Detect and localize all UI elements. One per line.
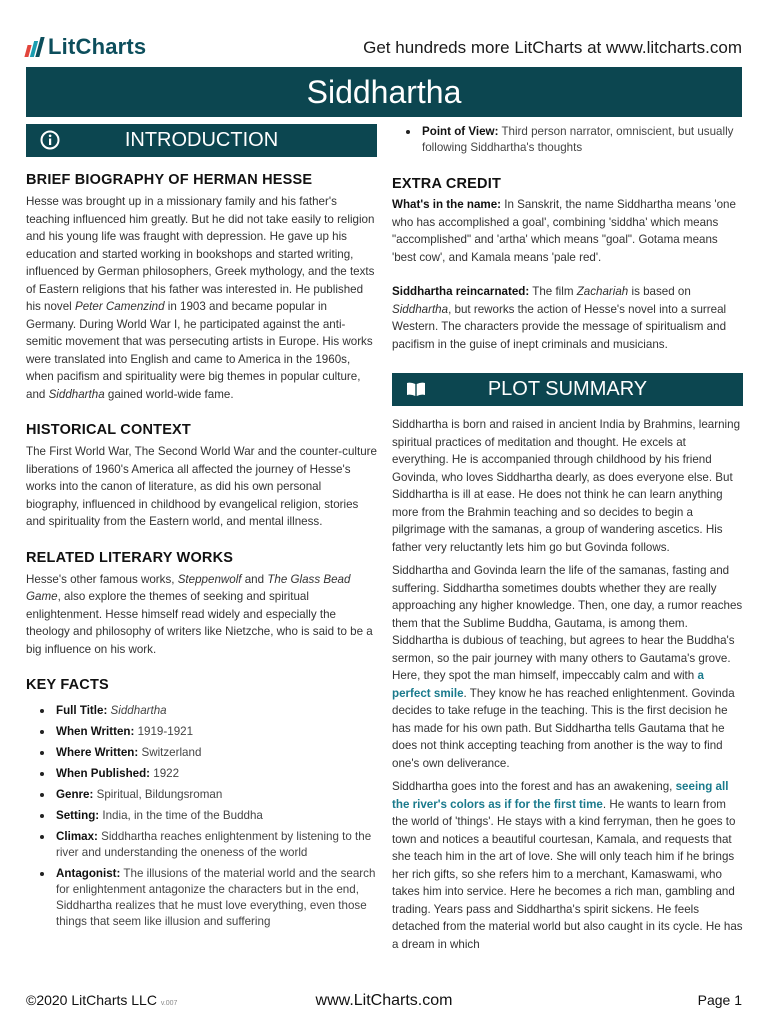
introduction-heading: INTRODUCTION	[124, 129, 279, 151]
key-facts-list-continued	[392, 124, 743, 156]
fact-when-written: When Written: 1919-1921	[56, 724, 377, 740]
plot-summary-heading: PLOT SUMMARY	[487, 378, 648, 400]
fact-genre: Genre: Spiritual, Bildungsroman	[56, 787, 377, 803]
historical-context-text: The First World War, The Second World War and the counter-culture liberations of 1960's America all affected the journey of Hesse's works into the canon of literature, as did his own personal biography, influenced in childhood by evangelical religion, stories and spirituality from the Eastern world, and mental illness.	[26, 445, 377, 528]
left-column	[26, 124, 377, 935]
fact-full-title: Full Title: Siddhartha	[56, 703, 377, 719]
bio-heading: BRIEF BIOGRAPHY OF HERMAN HESSE	[26, 172, 313, 188]
right-column	[392, 124, 743, 953]
introduction-header	[26, 124, 377, 157]
fact-antagonist: Antagonist: The illusions of the material world and the search for enlightenment antagonize the characters but in the end, Siddhartha realizes that he must love everything, even those things that seem like illusion and suffering	[56, 867, 376, 928]
historical-context-heading: HISTORICAL CONTEXT	[26, 422, 191, 438]
plot-summary-header	[392, 373, 743, 406]
related-works-heading: RELATED LITERARY WORKS	[26, 549, 234, 566]
plot-paragraph-2: Siddhartha and Govinda learn the life of the samanas, fasting and suffering. Siddhartha sometimes doubts whether they are really approaching any higher knowledge. Then, one day, a rumor reaches them that the Sublime Buddha, Gautama, is among them. Siddhartha is dubious of teaching, but agrees to hear the Buddha's sermon, so the pair journey with many others to Gautama's grove. Here, they spot the man himself, impeccably calm and with a perfect smile. They know he has reached enlightenment. Govinda decides to take refuge in the teaching. This is the first decision he has made for his own path. But Siddhartha tells Gautama that he does not think accepting teaching from another is the way to find one's own deliverance.	[392, 564, 743, 770]
quote-link-perfect-smile[interactable]: a perfect smile	[392, 669, 704, 700]
key-facts-list	[26, 703, 377, 930]
info-icon	[40, 130, 60, 150]
key-facts-heading: KEY FACTS	[26, 677, 109, 693]
bio-text: Hesse was brought up in a missionary family and his father's teaching influenced him greatly. But he did not take easily to religion and his young life was fraught with depression. He gave up his education and started working in bookshops and started writing, influenced by German philosophers, Greek mythology, and the texts of Eastern religions that his father was interested in. He published his novel Peter Camenzind in 1903 and became popular in Germany. During World War I, he participated against the anti-semitic movement that was persecuting artists in Europe. His works were translated into English and came to America in the 1960s, when pacifism and spirituality were big themes in popular culture, and Siddhartha gained world-wide fame.	[26, 195, 375, 401]
page-title: Siddhartha	[26, 67, 742, 117]
extra-credit-name: What's in the name: In Sanskrit, the name Siddhartha means 'one who has accomplished a goal', combining 'siddha' which means "accomplished" and 'artha' which means "goal". Gotama means 'best cow', and Kamala means 'pale red'.	[392, 198, 736, 264]
version-label: v.007	[160, 1000, 178, 1007]
copyright: ©2020 LitCharts LLC v.007	[26, 992, 178, 1008]
extra-credit-heading: EXTRA CREDIT	[392, 176, 502, 192]
extra-credit-reincarnated: Siddhartha reincarnated: The film Zachariah is based on Siddhartha, but reworks the action of Hesse's novel into a surreal Western. The characters provide the message of spiritualism and pacifism in the guise of inept criminals and musicians.	[392, 285, 727, 351]
plot-paragraph-1: Siddhartha is born and raised in ancient India by Brahmins, learning spiritual practices of meditation and thought. He excels at everything. He is accompanied through childhood by his friend Govinda, who loves Siddhartha dearly, as does everyone else. But Siddhartha is ill at ease. He does not think he can learn anything more from the Brahmin teaching and so decides to begin a pilgrimage with the samanas, a group of wandering ascetics. His father very reluctantly lets him go but Govinda follows.	[392, 418, 741, 554]
fact-climax: Climax: Siddhartha reaches enlightenment by listening to the river and understanding the oneness of the world	[56, 829, 377, 861]
footer-site-link[interactable]: www.LitCharts.com	[315, 992, 453, 1009]
fact-where-written: Where Written: Switzerland	[56, 745, 377, 761]
page-number: Page 1	[697, 992, 742, 1008]
quote-link-river-colors[interactable]: seeing all the river's colors as if for the first time	[392, 780, 729, 811]
header-tagline[interactable]: Get hundreds more LitCharts at www.litcharts.com	[363, 38, 742, 57]
book-icon	[406, 379, 426, 399]
related-works-text: Hesse's other famous works, Steppenwolf and The Glass Bead Game, also explore the themes of seeking and spiritual enlightenment. Hesse himself read widely and especially the theology and philosophy of writers like Nietzche, who is said to be a big influence on his work.	[26, 572, 373, 656]
page-footer	[26, 992, 742, 1012]
plot-paragraph-3: Siddhartha goes into the forest and has an awakening, seeing all the river's colors as if for the first time. He wants to learn from the world of 'things'. He stays with a kind ferryman, then he goes to town and notices a beautiful courtesan, Kamala, and requests that she teach him in the art of love. She will only teach him if he brings her rich gifts, so she refers him to a merchant, Kamaswami, who takes him into service. Here he becomes a rich man, gambling and trading. Years pass and Siddhartha's spirit sickens. He feels detached from the material world but also caught in its cycle. He has a dream in which	[392, 780, 743, 951]
fact-setting: Setting: India, in the time of the Buddha	[56, 808, 377, 824]
fact-when-published: When Published: 1922	[56, 766, 377, 782]
fact-point-of-view: Point of View: Third person narrator, omniscient, but usually following Siddhartha's thoughts	[422, 124, 743, 156]
litcharts-logo[interactable]	[26, 34, 146, 60]
logo-bars-icon	[26, 37, 42, 57]
page-header	[26, 30, 742, 64]
logo-text: LitCharts	[48, 34, 147, 59]
